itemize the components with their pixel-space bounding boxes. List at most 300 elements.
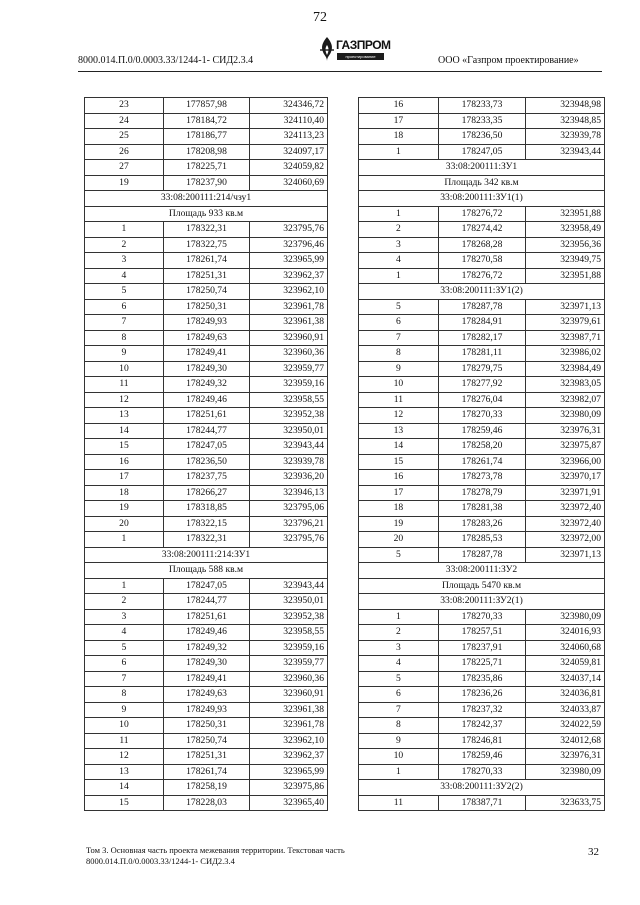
section-heading-row [85,206,328,222]
table-row [359,516,605,532]
point-number: 10 [359,749,439,765]
table-row [359,501,605,517]
table-row [85,656,328,672]
coord-x: 178318,85 [163,501,249,517]
section-heading-row [359,175,605,191]
table-row [85,237,328,253]
coord-x: 177857,98 [163,98,249,114]
coord-y: 323952,38 [250,408,328,424]
point-number: 5 [85,640,164,656]
point-number: 15 [85,795,164,811]
coord-y: 324033,87 [526,702,605,718]
section-heading-row [359,191,605,207]
point-number: 1 [85,222,164,238]
point-number: 13 [85,764,164,780]
point-number: 16 [359,98,439,114]
coord-x: 178270,58 [438,253,525,269]
coord-y: 323951,88 [526,268,605,284]
coord-y: 323949,75 [526,253,605,269]
table-row [85,408,328,424]
point-number: 1 [359,144,439,160]
point-number: 2 [85,237,164,253]
coord-y: 323939,78 [526,129,605,145]
coord-x: 178258,19 [163,780,249,796]
coord-x: 178233,35 [438,113,525,129]
section-heading: Площадь 588 кв.м [85,563,328,579]
point-number: 16 [359,470,439,486]
gazprom-logo [318,34,391,68]
coord-y: 324097,17 [250,144,328,160]
coord-x: 178276,72 [438,268,525,284]
table-row [359,346,605,362]
point-number: 20 [85,516,164,532]
point-number: 24 [85,113,164,129]
point-number: 14 [85,423,164,439]
point-number: 17 [359,485,439,501]
coord-y: 323972,40 [526,516,605,532]
point-number: 3 [85,609,164,625]
table-row [359,454,605,470]
coord-x: 178186,77 [163,129,249,145]
coord-x: 178276,72 [438,206,525,222]
coord-x: 178249,63 [163,330,249,346]
table-row [359,299,605,315]
table-row [359,377,605,393]
coord-y: 323980,09 [526,609,605,625]
footer-doc-code: 8000.014.П.0/0.0003.33/1244-1- СИД2.3.4 [86,856,235,866]
coord-x: 178235,86 [438,671,525,687]
coord-y: 323958,55 [250,392,328,408]
coord-x: 178279,75 [438,361,525,377]
table-row [359,470,605,486]
coord-y: 323966,00 [526,454,605,470]
point-number: 1 [359,206,439,222]
point-number: 1 [359,764,439,780]
coord-y: 324022,59 [526,718,605,734]
point-number: 18 [359,501,439,517]
section-heading-row [85,547,328,563]
coord-x: 178244,77 [163,423,249,439]
point-number: 4 [359,656,439,672]
coord-y: 323975,86 [250,780,328,796]
coord-x: 178283,26 [438,516,525,532]
table-row [85,268,328,284]
point-number: 10 [85,361,164,377]
coord-y: 323796,46 [250,237,328,253]
coord-y: 324060,68 [526,640,605,656]
coord-y: 323976,31 [526,749,605,765]
coord-x: 178249,41 [163,671,249,687]
table-row [85,795,328,811]
point-number: 8 [85,330,164,346]
table-row [85,361,328,377]
coord-x: 178247,05 [438,144,525,160]
coord-y: 323965,99 [250,764,328,780]
table-row [359,532,605,548]
coord-y: 323958,49 [526,222,605,238]
coord-x: 178281,11 [438,346,525,362]
coord-y: 323983,05 [526,377,605,393]
coord-y: 323982,07 [526,392,605,408]
table-row [359,547,605,563]
coord-x: 178322,15 [163,516,249,532]
coord-y: 323962,10 [250,284,328,300]
point-number: 2 [85,594,164,610]
point-number: 10 [85,718,164,734]
table-row [359,640,605,656]
point-number: 9 [85,702,164,718]
table-row [85,98,328,114]
point-number: 7 [85,315,164,331]
coord-x: 178249,93 [163,315,249,331]
coord-x: 178259,46 [438,423,525,439]
coord-x: 178250,74 [163,284,249,300]
coord-y: 324346,72 [250,98,328,114]
table-row [85,377,328,393]
coord-x: 178228,03 [163,795,249,811]
coord-y: 324059,82 [250,160,328,176]
point-number: 6 [85,299,164,315]
point-number: 19 [359,516,439,532]
point-number: 6 [359,687,439,703]
coord-x: 178276,04 [438,392,525,408]
point-number: 9 [85,346,164,362]
coord-x: 178236,26 [438,687,525,703]
coord-y: 323971,13 [526,547,605,563]
coord-x: 178237,90 [163,175,249,191]
point-number: 11 [85,377,164,393]
section-heading-row [85,191,328,207]
table-row [85,594,328,610]
point-number: 7 [85,671,164,687]
section-heading-row [359,160,605,176]
table-row [85,516,328,532]
point-number: 9 [359,361,439,377]
table-row [359,702,605,718]
table-row [85,718,328,734]
coord-y: 324037,14 [526,671,605,687]
coord-x: 178259,46 [438,749,525,765]
section-heading-row [359,563,605,579]
table-row [85,578,328,594]
coord-y: 323956,36 [526,237,605,253]
coord-y: 324016,93 [526,625,605,641]
coord-x: 178250,74 [163,733,249,749]
coord-x: 178281,38 [438,501,525,517]
coord-y: 323961,78 [250,718,328,734]
coord-x: 178249,32 [163,377,249,393]
point-number: 2 [359,222,439,238]
coord-x: 178258,20 [438,439,525,455]
coord-y: 323943,44 [250,439,328,455]
coord-x: 178244,77 [163,594,249,610]
coord-y: 323950,01 [250,594,328,610]
point-number: 17 [85,470,164,486]
coord-y: 324059,81 [526,656,605,672]
table-row [85,780,328,796]
point-number: 3 [359,640,439,656]
coord-y: 324036,81 [526,687,605,703]
point-number: 5 [359,547,439,563]
table-row [85,129,328,145]
point-number: 11 [85,733,164,749]
point-number: 1 [85,578,164,594]
coord-x: 178282,17 [438,330,525,346]
coord-x: 178251,61 [163,609,249,625]
point-number: 27 [85,160,164,176]
coord-x: 178270,33 [438,408,525,424]
table-row [359,98,605,114]
section-heading-row [359,780,605,796]
coord-x: 178387,71 [438,795,525,811]
coord-x: 178274,42 [438,222,525,238]
table-row [359,330,605,346]
table-row [359,392,605,408]
coord-x: 178322,75 [163,237,249,253]
coord-x: 178257,51 [438,625,525,641]
coord-y: 323975,87 [526,439,605,455]
flame-icon [318,36,336,62]
coord-y: 323936,20 [250,470,328,486]
organization-name: ООО «Газпром проектирование» [438,55,579,66]
table-row [359,408,605,424]
coord-x: 178237,32 [438,702,525,718]
coord-y: 324113,23 [250,129,328,145]
coord-y: 323962,10 [250,733,328,749]
coord-y: 323971,13 [526,299,605,315]
table-row [85,485,328,501]
coord-y: 323946,13 [250,485,328,501]
table-row [359,749,605,765]
point-number: 26 [85,144,164,160]
point-number: 19 [85,175,164,191]
coord-y: 323962,37 [250,749,328,765]
document-code: 8000.014.П.0/0.0003.33/1244-1- СИД2.3.4 [78,55,254,66]
table-row [359,625,605,641]
coord-y: 323959,16 [250,640,328,656]
section-heading: 33:08:200111:ЗУ2(2) [359,780,605,796]
table-row [85,160,328,176]
coord-x: 178249,32 [163,640,249,656]
table-row [359,222,605,238]
coord-x: 178268,28 [438,237,525,253]
coord-x: 178249,30 [163,656,249,672]
table-row [85,144,328,160]
footer-volume-title: Том 3. Основная часть проекта межевания территории. Текстовая часть [86,845,345,855]
table-row [359,671,605,687]
coord-y: 324110,40 [250,113,328,129]
section-heading-row [359,578,605,594]
point-number: 11 [359,392,439,408]
section-heading: Площадь 5470 кв.м [359,578,605,594]
table-row [85,423,328,439]
section-heading: 33:08:200111:214/чзу1 [85,191,328,207]
table-row [85,113,328,129]
coord-x: 178249,93 [163,702,249,718]
coord-x: 178278,79 [438,485,525,501]
point-number: 1 [359,268,439,284]
coord-x: 178287,78 [438,547,525,563]
point-number: 5 [359,299,439,315]
table-row [359,206,605,222]
coord-y: 323795,06 [250,501,328,517]
table-row [85,299,328,315]
coord-y: 323959,77 [250,656,328,672]
coord-y: 323970,17 [526,470,605,486]
table-row [85,640,328,656]
coord-x: 178266,27 [163,485,249,501]
table-row [359,315,605,331]
coord-x: 178249,41 [163,346,249,362]
coord-y: 323961,38 [250,702,328,718]
coord-y: 323960,36 [250,346,328,362]
table-row [85,702,328,718]
coord-x: 178236,50 [163,454,249,470]
table-row [359,253,605,269]
coord-x: 178251,61 [163,408,249,424]
coord-x: 178273,78 [438,470,525,486]
coord-y: 323959,16 [250,377,328,393]
point-number: 18 [359,129,439,145]
section-heading: 33:08:200111:214:ЗУ1 [85,547,328,563]
coord-y: 323960,91 [250,687,328,703]
point-number: 15 [85,439,164,455]
coord-y: 323958,55 [250,625,328,641]
point-number: 12 [85,749,164,765]
section-heading: 33:08:200111:ЗУ1 [359,160,605,176]
coord-x: 178225,71 [163,160,249,176]
point-number: 14 [359,439,439,455]
section-heading-row [85,563,328,579]
section-heading-row [359,594,605,610]
table-row [85,439,328,455]
coord-y: 323939,78 [250,454,328,470]
point-number: 7 [359,702,439,718]
footer-caption [86,845,345,867]
section-heading-row [359,284,605,300]
coord-y: 323962,37 [250,268,328,284]
coord-y: 323979,61 [526,315,605,331]
point-number: 7 [359,330,439,346]
coord-x: 178251,31 [163,268,249,284]
coord-y: 323795,76 [250,222,328,238]
coord-x: 178284,91 [438,315,525,331]
coord-y: 323980,09 [526,408,605,424]
table-row [359,733,605,749]
point-number: 4 [85,625,164,641]
table-row [359,361,605,377]
coord-y: 323972,40 [526,501,605,517]
coord-x: 178247,05 [163,578,249,594]
coord-x: 178277,92 [438,377,525,393]
point-number: 17 [359,113,439,129]
table-row [85,532,328,548]
point-number: 12 [85,392,164,408]
point-number: 5 [359,671,439,687]
table-row [359,656,605,672]
point-number: 2 [359,625,439,641]
table-row [85,687,328,703]
coord-x: 178184,72 [163,113,249,129]
coord-y: 323943,44 [250,578,328,594]
point-number: 19 [85,501,164,517]
table-row [85,315,328,331]
table-row [359,237,605,253]
coord-x: 178322,31 [163,222,249,238]
point-number: 8 [359,346,439,362]
table-row [359,718,605,734]
coord-y: 323965,99 [250,253,328,269]
coord-x: 178247,05 [163,439,249,455]
table-row [359,485,605,501]
coord-y: 323984,49 [526,361,605,377]
logo-wordmark: ГАЗПРОМ [336,38,391,52]
section-heading: Площадь 342 кв.м [359,175,605,191]
point-number: 13 [359,423,439,439]
table-row [85,749,328,765]
point-number: 9 [359,733,439,749]
coord-y: 323633,75 [526,795,605,811]
point-number: 14 [85,780,164,796]
point-number: 11 [359,795,439,811]
table-row [85,733,328,749]
table-row [85,330,328,346]
table-row [359,439,605,455]
coord-x: 178287,78 [438,299,525,315]
section-heading: 33:08:200111:ЗУ1(2) [359,284,605,300]
coord-x: 178270,33 [438,764,525,780]
point-number: 8 [85,687,164,703]
coord-y: 323986,02 [526,346,605,362]
table-row [359,609,605,625]
coord-y: 323965,40 [250,795,328,811]
table-row [85,222,328,238]
table-row [85,671,328,687]
point-number: 16 [85,454,164,470]
coord-y: 323980,09 [526,764,605,780]
section-heading: 33:08:200111:ЗУ2(1) [359,594,605,610]
point-number: 6 [85,656,164,672]
table-row [85,284,328,300]
coord-x: 178249,46 [163,625,249,641]
header-rule [78,71,602,72]
point-number: 4 [359,253,439,269]
coord-y: 323943,44 [526,144,605,160]
table-row [85,625,328,641]
coord-x: 178261,74 [438,454,525,470]
coord-x: 178246,81 [438,733,525,749]
coord-y: 324012,68 [526,733,605,749]
point-number: 13 [85,408,164,424]
coord-x: 178250,31 [163,718,249,734]
table-row [85,392,328,408]
coord-y: 323961,38 [250,315,328,331]
table-row [359,113,605,129]
coord-x: 178237,75 [163,470,249,486]
coord-y: 323961,78 [250,299,328,315]
table-row [85,501,328,517]
point-number: 12 [359,408,439,424]
coord-y: 323952,38 [250,609,328,625]
point-number: 20 [359,532,439,548]
table-row [85,470,328,486]
point-number: 1 [85,532,164,548]
section-heading: 33:08:200111:ЗУ1(1) [359,191,605,207]
coord-x: 178233,73 [438,98,525,114]
coord-x: 178208,98 [163,144,249,160]
point-number: 3 [85,253,164,269]
section-heading: Площадь 933 кв.м [85,206,328,222]
